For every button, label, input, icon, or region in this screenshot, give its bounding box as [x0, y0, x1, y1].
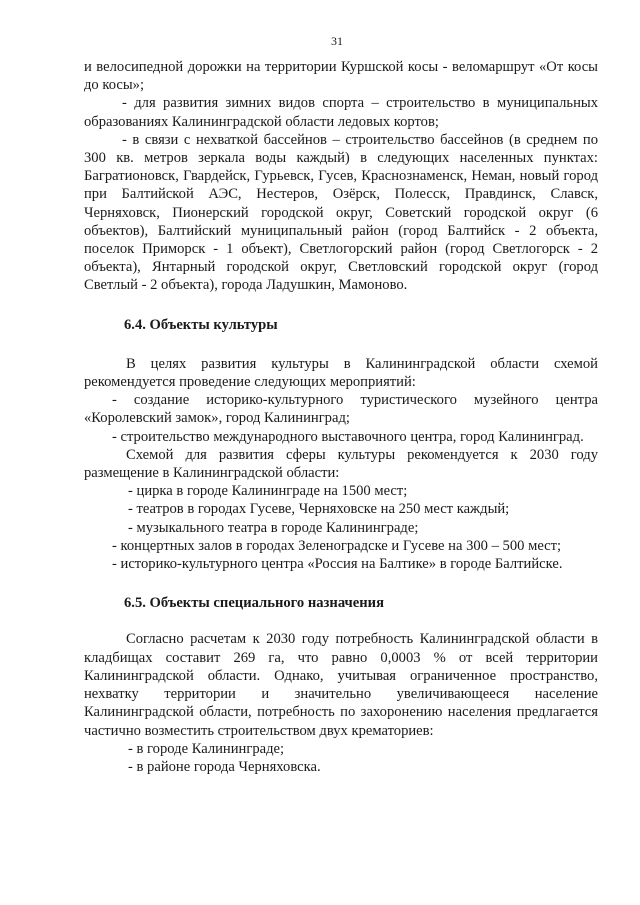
list-item-chernyakhovsk: - в районе города Черняховска.	[128, 758, 321, 775]
list-item-museum-center: - создание историко-культурного туристического музейного центра «Королевский замок», город Калининград;	[84, 392, 598, 427]
paragraph-pools: - в связи с нехваткой бассейнов – строительство бассейнов (в среднем по 300 кв. метров зеркала воды каждый) в следующих населенных пунктах: Багратионовск, Гвардейск, Гурьевск, Гусев, Краснознаменск, Неман, новый город при Балтийской АЭС, Нестеров, Озёрск, Полесск, Правдинск, Славск, Черняховск, Пионерский городской округ, Советский городской округ (6 объектов), Балтийский муниципальный район (город Балтийск - 2 объекта, поселок Приморск - 1 объект), Светлогорский район (город Светлогорск - 2 объекта), Янтарный городской округ, Светловский городской округ (город Светлый - 2 объекта), города Ладушкин, Мамоново.	[84, 131, 598, 294]
list-item-kaliningrad: - в городе Калининграде;	[128, 740, 285, 757]
list-item-music-theater: - музыкального театра в городе Калининграде;	[128, 519, 419, 536]
paragraph-bike-route: и велосипедной дорожки на территории Куршской косы - веломаршрут «От косы до косы»;	[84, 59, 598, 94]
list-item-concert-halls: - концертных залов в городах Зеленоградске и Гусеве на 300 – 500 мест;	[112, 537, 562, 554]
list-item-circus: - цирка в городе Калининграде на 1500 мест;	[128, 483, 408, 500]
heading-special: 6.5. Объекты специального назначения	[124, 595, 384, 612]
paragraph-cemeteries: Согласно расчетам к 2030 году потребность Калининградской области в кладбищах составит 269 га, что равно 0,0003 % от всей территории Калининградской области. Однако, учитывая ограниченное пространство, нехватку территории и значительно увеличивающееся население Калининградской области, потребность по захоронению населения предлагается частично возместить строительством двух крематориев:	[84, 631, 598, 739]
heading-culture: 6.4. Объекты культуры	[124, 316, 278, 333]
spacer	[84, 612, 598, 630]
paragraph-culture-intro: В целях развития культуры в Калининградской области схемой рекомендуется проведение следующих мероприятий:	[84, 355, 598, 391]
page-number: 31	[331, 34, 343, 48]
spacer	[84, 295, 598, 316]
page-content	[84, 58, 598, 776]
paragraph-winter-sports: - для развития зимних видов спорта – строительство в муниципальных образованиях Калининградской области ледовых кортов;	[84, 95, 598, 130]
list-item-exhibition-center: - строительство международного выставочного центра, город Калининград.	[112, 428, 584, 445]
list-item-historic-center: - историко-культурного центра «Россия на Балтике» в городе Балтийске.	[112, 556, 563, 573]
spacer	[84, 334, 598, 355]
list-item-theaters: - театров в городах Гусеве, Черняховске на 250 мест каждый;	[128, 501, 510, 518]
paragraph-culture-intro2: Схемой для развития сферы культуры рекомендуется к 2030 году размещение в Калининградской области:	[84, 446, 598, 482]
spacer	[84, 573, 598, 594]
